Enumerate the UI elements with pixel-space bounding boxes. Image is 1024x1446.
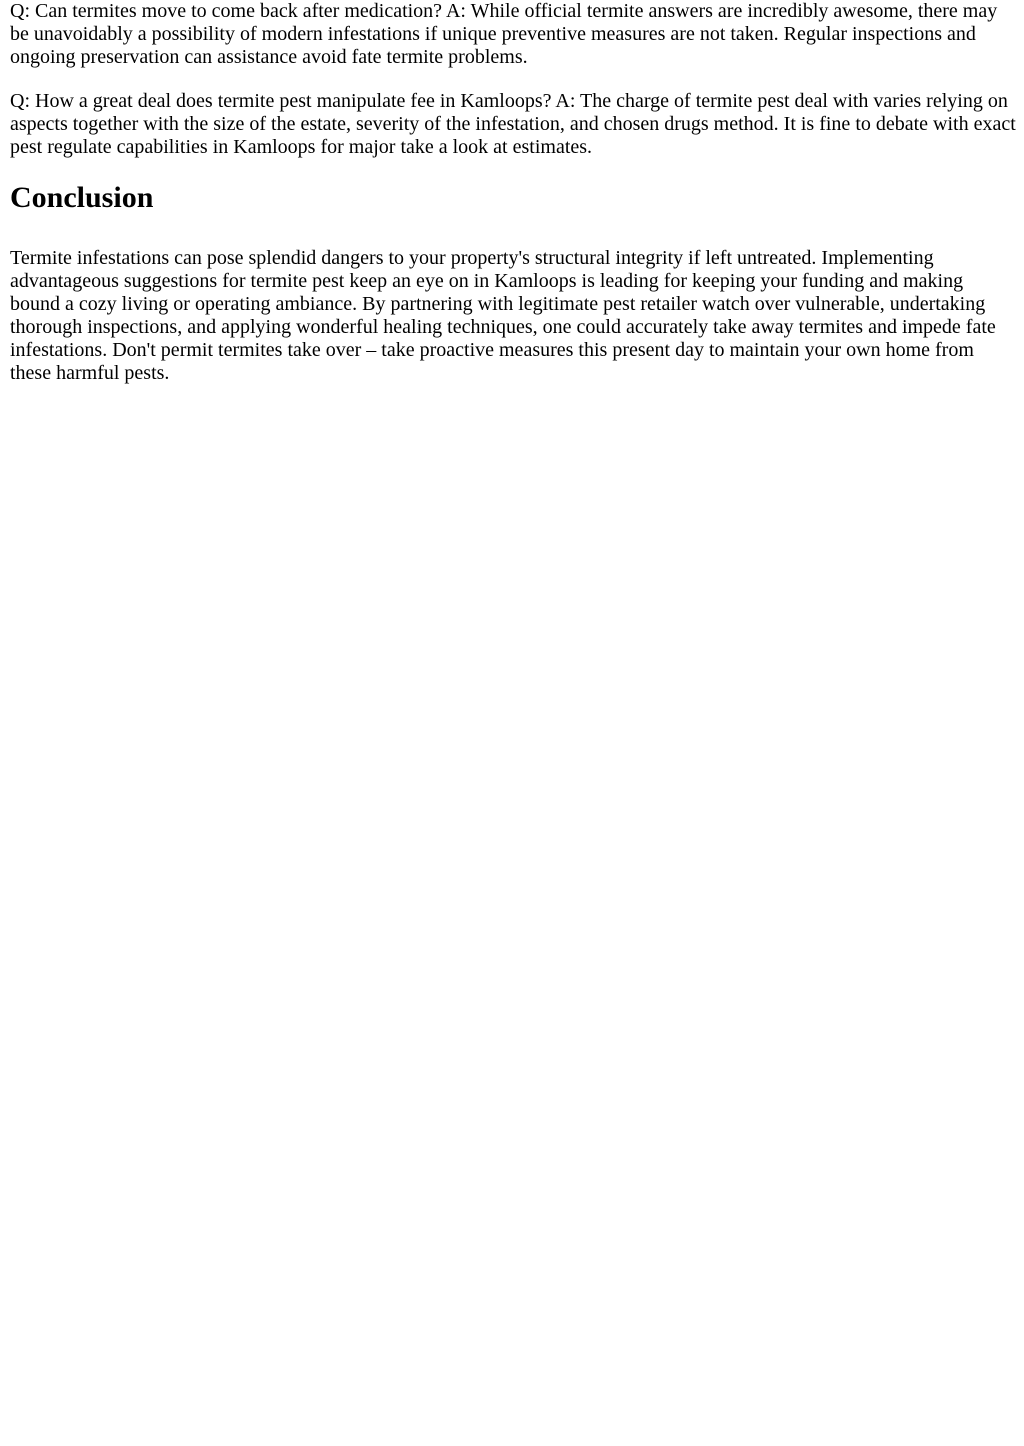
faq-paragraph-control-cost: Q: How a great deal does termite pest manipulate fee in Kamloops? A: The charge of termite pest deal with varies relying on aspects together with the size of the estate, severity of the infestation, and chosen drugs method. It is fine to debate with exact pest regulate capabilities in Kamloops for major take a look at estimates. [10, 90, 1016, 158]
conclusion-paragraph: Termite infestations can pose splendid dangers to your property's structural integrity if left untreated. Implementing advantageous suggestions for termite pest keep an eye on in Kamloops is leading for keeping your funding and making bound a cozy living or operating ambiance. By partnering with legitimate pest retailer watch over vulnerable, undertaking thorough inspections, and applying wonderful healing techniques, one could accurately take away termites and impede fate infestations. Don't permit termites take over – take proactive measures this present day to maintain your own home from these harmful pests. [10, 247, 996, 384]
article-body [0, 0, 1024, 385]
faq-paragraph-termite-return: Q: Can termites move to come back after medication? A: While official termite answers are incredibly awesome, there may be unavoidably a possibility of modern infestations if unique preventive measures are not taken. Regular inspections and ongoing preservation can assistance avoid fate termite problems. [10, 0, 998, 68]
conclusion-heading: Conclusion [10, 181, 154, 214]
